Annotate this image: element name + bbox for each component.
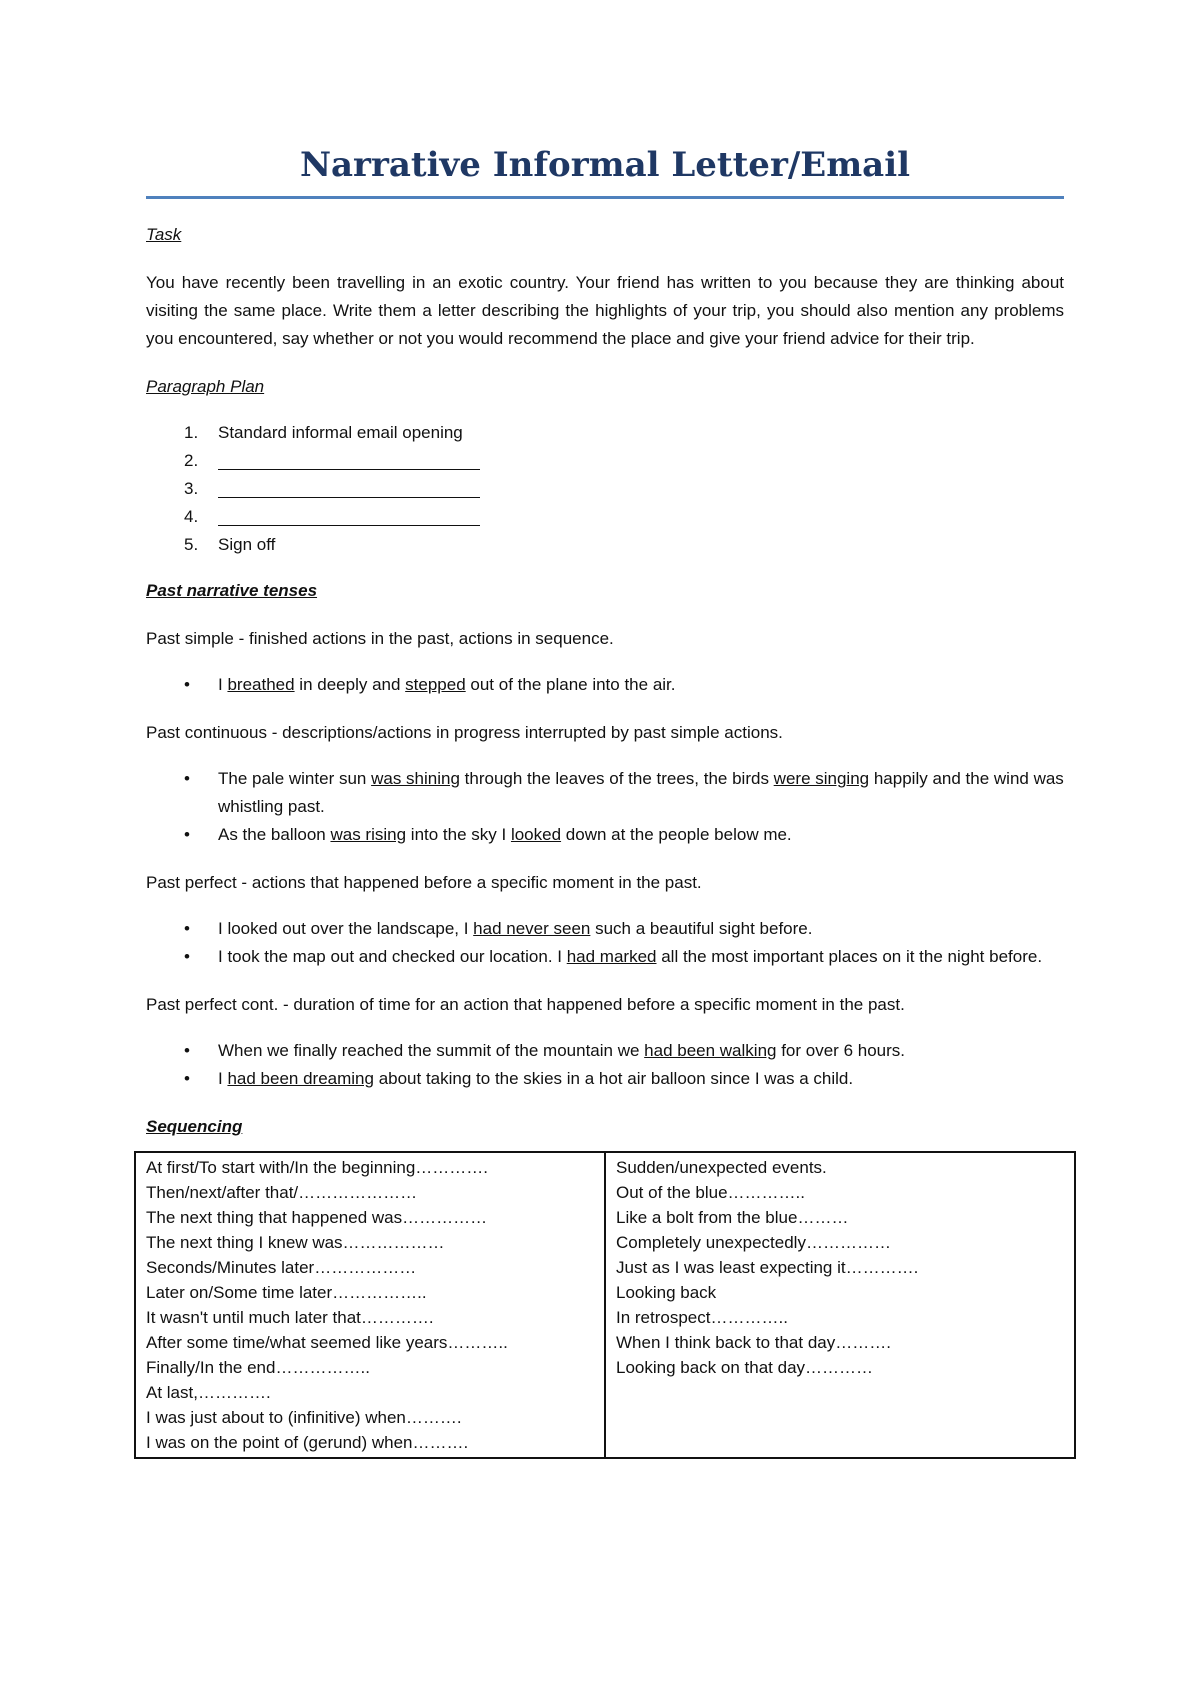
example-text: through the leaves of the trees, the birds xyxy=(459,769,774,788)
bullet-icon: • xyxy=(184,675,190,694)
sequencing-phrase: Out of the blue………….. xyxy=(616,1183,805,1202)
sequencing-phrase: Just as I was least expecting it…………. xyxy=(616,1258,919,1277)
sequencing-table-wrap xyxy=(146,1141,1064,1452)
example-verb-underlined: had been dreaming xyxy=(227,1069,374,1088)
example-list xyxy=(146,1037,1064,1093)
paragraph-plan-list xyxy=(146,419,1064,559)
example-text: out of the plane into the air. xyxy=(465,675,676,694)
example-text: I xyxy=(218,675,228,694)
sequencing-phrase: It wasn't until much later that…………. xyxy=(146,1308,434,1327)
example-text: As the balloon xyxy=(218,825,331,844)
example-text: for over 6 hours. xyxy=(776,1041,905,1060)
tense-description: Past perfect - actions that happened before a specific moment in the past. xyxy=(146,873,702,892)
plan-item-text: Sign off xyxy=(218,535,276,554)
example-verb-underlined: were singing xyxy=(773,769,870,788)
sequencing-phrase: Looking back on that day………… xyxy=(616,1358,874,1377)
tense-description: Past simple - finished actions in the past, actions in sequence. xyxy=(146,629,614,648)
example-text: down at the people below me. xyxy=(561,825,792,844)
bullet-icon: • xyxy=(184,919,190,938)
bullet-icon: • xyxy=(184,769,190,788)
bullet-icon: • xyxy=(184,825,190,844)
document-page xyxy=(146,140,1064,1452)
plan-item-text: Standard informal email opening xyxy=(218,423,463,442)
example-item xyxy=(146,1037,1064,1065)
sequencing-phrase: Finally/In the end…………….. xyxy=(146,1358,370,1377)
example-list xyxy=(146,671,1064,699)
sequencing-phrase: Then/next/after that/………………… xyxy=(146,1183,418,1202)
example-item xyxy=(146,821,1064,849)
sequencing-phrase: I was just about to (infinitive) when………. xyxy=(146,1408,462,1427)
sequencing-phrase: I was on the point of (gerund) when………. xyxy=(146,1433,469,1452)
plan-item-number: 3. xyxy=(184,479,199,498)
plan-item xyxy=(146,531,1064,559)
example-verb-underlined: was rising xyxy=(330,825,407,844)
sequencing-phrase: Sudden/unexpected events. xyxy=(616,1158,827,1177)
example-item xyxy=(146,943,1064,971)
example-item xyxy=(146,671,1064,699)
sequencing-phrase: The next thing I knew was……………… xyxy=(146,1233,445,1252)
sequencing-table xyxy=(134,1151,1076,1459)
sequencing-phrase: After some time/what seemed like years……….. xyxy=(146,1333,508,1352)
example-verb-underlined: had marked xyxy=(566,947,657,966)
plan-item xyxy=(146,475,1064,503)
example-text: I xyxy=(218,1069,228,1088)
example-list xyxy=(146,915,1064,971)
sequencing-phrase: At last,…………. xyxy=(146,1383,271,1402)
sequencing-phrase: At first/To start with/In the beginning…………. xyxy=(146,1158,489,1177)
sequencing-phrase: Completely unexpectedly…………… xyxy=(616,1233,891,1252)
example-verb-underlined: looked xyxy=(510,825,562,844)
example-item xyxy=(146,915,1064,943)
example-text: such a beautiful sight before. xyxy=(590,919,813,938)
plan-item-blank-line xyxy=(218,447,480,470)
paragraph-plan-heading: Paragraph Plan xyxy=(146,377,265,396)
example-text: in deeply and xyxy=(294,675,406,694)
sequencing-phrase: Later on/Some time later…………….. xyxy=(146,1283,427,1302)
example-verb-underlined: had been walking xyxy=(644,1041,777,1060)
title-rule xyxy=(146,196,1064,199)
sequencing-phrase: The next thing that happened was…………… xyxy=(146,1208,488,1227)
sequencing-phrase: Looking back xyxy=(616,1283,717,1302)
plan-item-number: 1. xyxy=(184,423,199,442)
plan-item xyxy=(146,447,1064,475)
sequencing-phrase: Like a bolt from the blue……… xyxy=(616,1208,849,1227)
sequencing-phrase: Seconds/Minutes later……………… xyxy=(146,1258,417,1277)
example-verb-underlined: breathed xyxy=(227,675,295,694)
bullet-icon: • xyxy=(184,1041,190,1060)
sequencing-left-column xyxy=(135,1152,605,1458)
example-item xyxy=(146,1065,1064,1093)
example-text: The pale winter sun xyxy=(218,769,372,788)
plan-item-number: 4. xyxy=(184,507,199,526)
plan-item xyxy=(146,419,1064,447)
sequencing-right-column xyxy=(605,1152,1075,1458)
sequencing-heading: Sequencing xyxy=(146,1117,243,1136)
plan-item-number: 5. xyxy=(184,535,199,554)
example-text: about taking to the skies in a hot air balloon since I was a child. xyxy=(373,1069,854,1088)
example-text: happily and the wind was whistling past. xyxy=(218,769,1064,816)
example-text: into the sky I xyxy=(406,825,511,844)
plan-item-blank-line xyxy=(218,503,480,526)
tenses-heading: Past narrative tenses xyxy=(146,581,318,600)
example-verb-underlined: stepped xyxy=(405,675,466,694)
sequencing-phrase: In retrospect………….. xyxy=(616,1308,788,1327)
tense-description: Past continuous - descriptions/actions in progress interrupted by past simple actions. xyxy=(146,723,783,742)
example-verb-underlined: was shining xyxy=(371,769,460,788)
example-item xyxy=(146,765,1064,821)
task-heading: Task xyxy=(146,225,182,244)
example-text: I took the map out and checked our location. I xyxy=(218,947,567,966)
plan-item-number: 2. xyxy=(184,451,199,470)
page-title: Narrative Informal Letter/Email xyxy=(299,145,911,185)
plan-item xyxy=(146,503,1064,531)
task-text: You have recently been travelling in an exotic country. Your friend has written to you because they are thinking about visiting the same place. Write them a letter describing the highlights of your trip, you should also mention any problems you encountered, say whether or not you would recommend the place and give your friend advice for their trip. xyxy=(146,273,1064,348)
example-text: all the most important places on it the night before. xyxy=(656,947,1043,966)
table-row xyxy=(135,1152,1075,1458)
example-list xyxy=(146,765,1064,849)
tenses-sections xyxy=(146,625,1064,1093)
bullet-icon: • xyxy=(184,1069,190,1088)
bullet-icon: • xyxy=(184,947,190,966)
tense-description: Past perfect cont. - duration of time for an action that happened before a specific moment in the past. xyxy=(146,995,905,1014)
example-verb-underlined: had never seen xyxy=(473,919,591,938)
example-text: I looked out over the landscape, I xyxy=(218,919,474,938)
plan-item-blank-line xyxy=(218,475,480,498)
sequencing-phrase: When I think back to that day………. xyxy=(616,1333,891,1352)
example-text: When we finally reached the summit of the mountain we xyxy=(218,1041,645,1060)
